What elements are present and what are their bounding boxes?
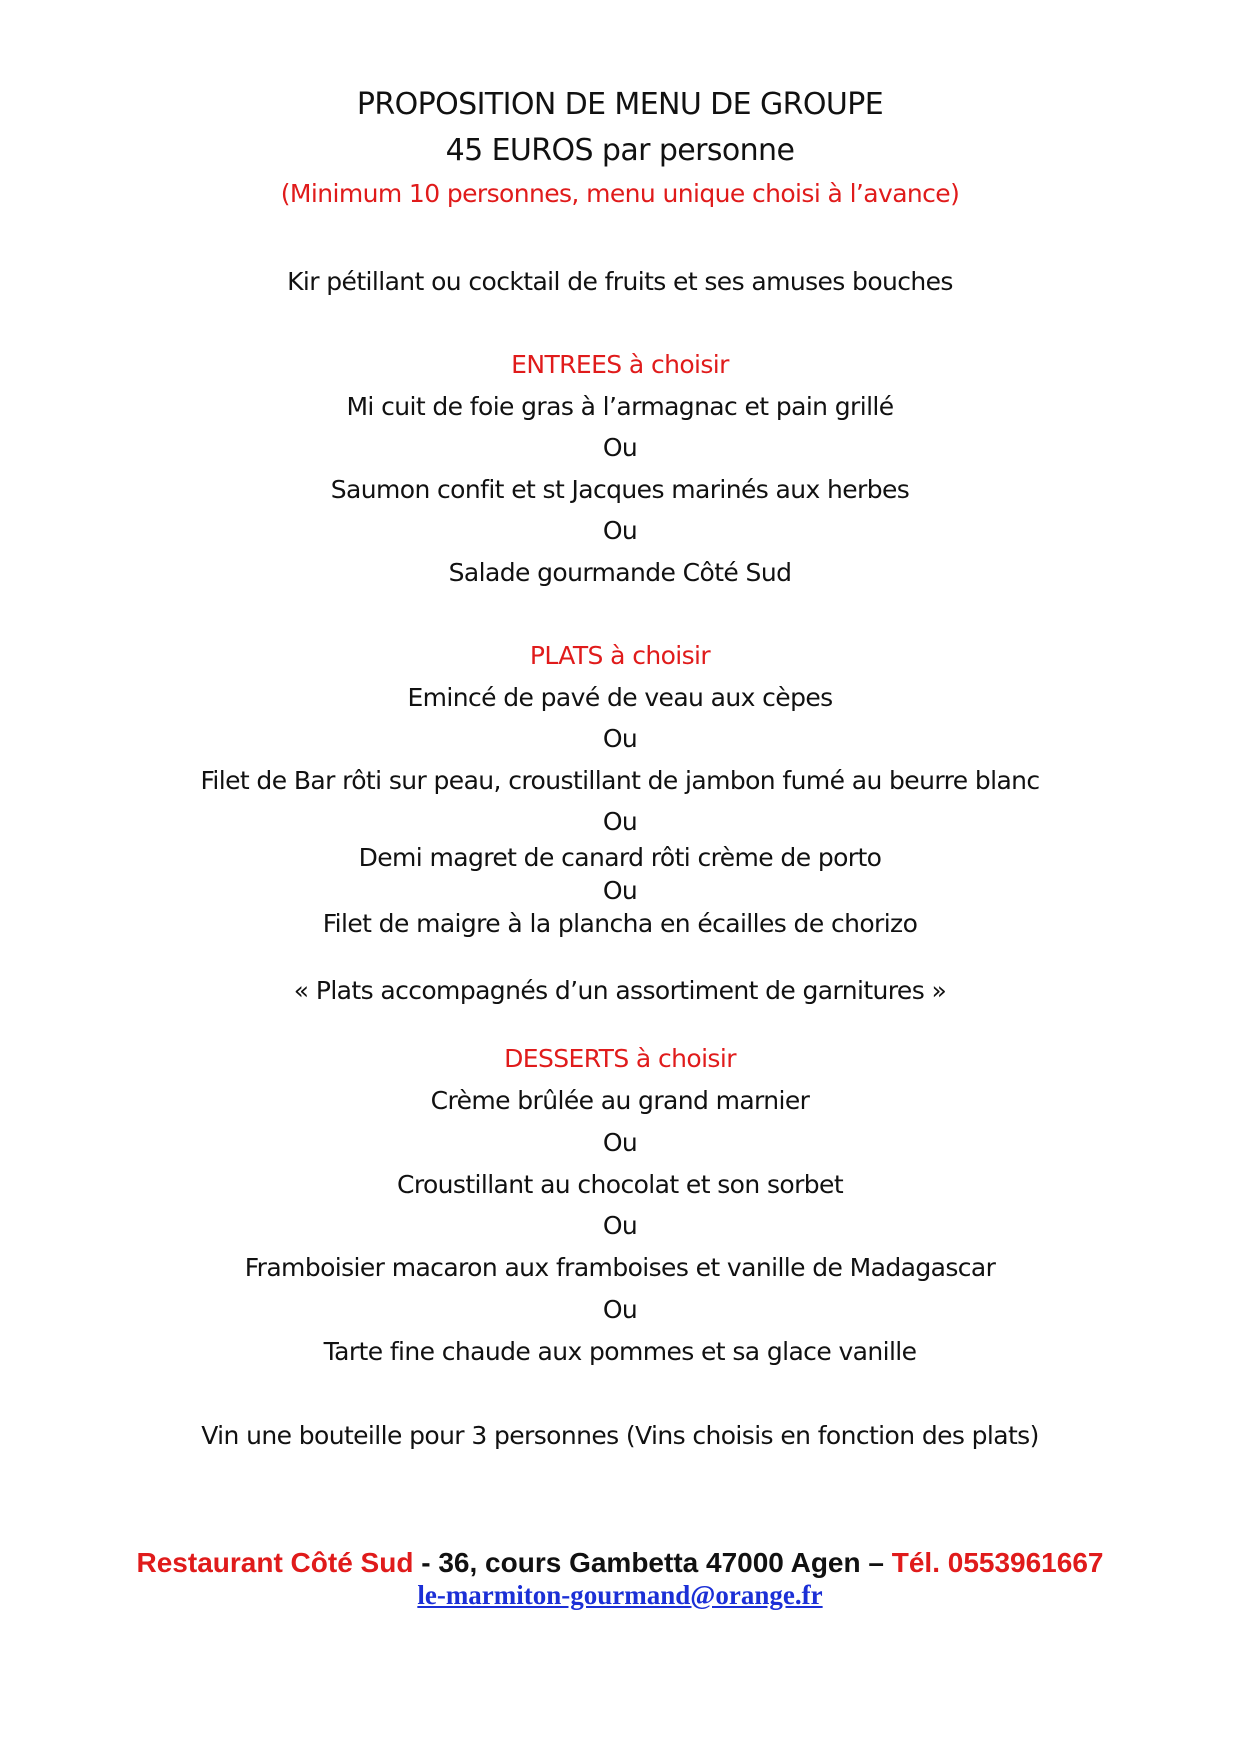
entree-item: Salade gourmande Côté Sud [448, 558, 792, 587]
or-separator: Ou [602, 876, 638, 905]
or-separator: Ou [602, 1211, 638, 1240]
plats-heading: PLATS à choisir [529, 641, 711, 670]
menu-title: PROPOSITION DE MENU DE GROUPE [356, 87, 884, 122]
or-separator: Ou [602, 1295, 638, 1324]
price-per-person: 45 EUROS par personne [445, 133, 795, 168]
dessert-item: Crème brûlée au grand marnier [430, 1086, 810, 1115]
plats-garnish-note: « Plats accompagnés d’un assortiment de garnitures » [293, 976, 947, 1005]
wine-note: Vin une bouteille pour 3 personnes (Vins choisis en fonction des plats) [201, 1421, 1039, 1450]
or-separator: Ou [602, 1128, 638, 1157]
email-line [0, 1582, 1240, 1609]
restaurant-name: Restaurant Côté Sud [136, 1547, 414, 1578]
group-condition: (Minimum 10 personnes, menu unique choisi à l’avance) [280, 179, 960, 208]
dessert-item: Tarte fine chaude aux pommes et sa glace vanille [323, 1337, 917, 1366]
entree-item: Mi cuit de foie gras à l’armagnac et pain grillé [346, 392, 894, 421]
aperitif: Kir pétillant ou cocktail de fruits et ses amuses bouches [287, 267, 953, 296]
or-separator: Ou [602, 807, 638, 836]
entrees-heading: ENTREES à choisir [511, 350, 729, 379]
restaurant-contact [0, 1549, 1240, 1577]
plat-item: Emincé de pavé de veau aux cèpes [407, 683, 833, 712]
plat-item: Filet de Bar rôti sur peau, croustillant de jambon fumé au beurre blanc [200, 766, 1040, 795]
or-separator: Ou [602, 724, 638, 753]
dessert-item: Croustillant au chocolat et son sorbet [396, 1170, 844, 1199]
dessert-item: Framboisier macaron aux framboises et vanille de Madagascar [244, 1253, 996, 1282]
or-separator: Ou [602, 433, 638, 462]
entree-item: Saumon confit et st Jacques marinés aux herbes [330, 475, 910, 504]
desserts-heading: DESSERTS à choisir [504, 1044, 736, 1073]
plat-item: Filet de maigre à la plancha en écailles de chorizo [322, 909, 918, 938]
or-separator: Ou [602, 516, 638, 545]
restaurant-phone: Tél. 0553961667 [891, 1547, 1104, 1578]
plat-item: Demi magret de canard rôti crème de porto [358, 843, 882, 872]
restaurant-address: - 36, cours Gambetta 47000 Agen – [413, 1547, 892, 1578]
email-link[interactable]: le-marmiton-gourmand@orange.fr [417, 1580, 823, 1610]
